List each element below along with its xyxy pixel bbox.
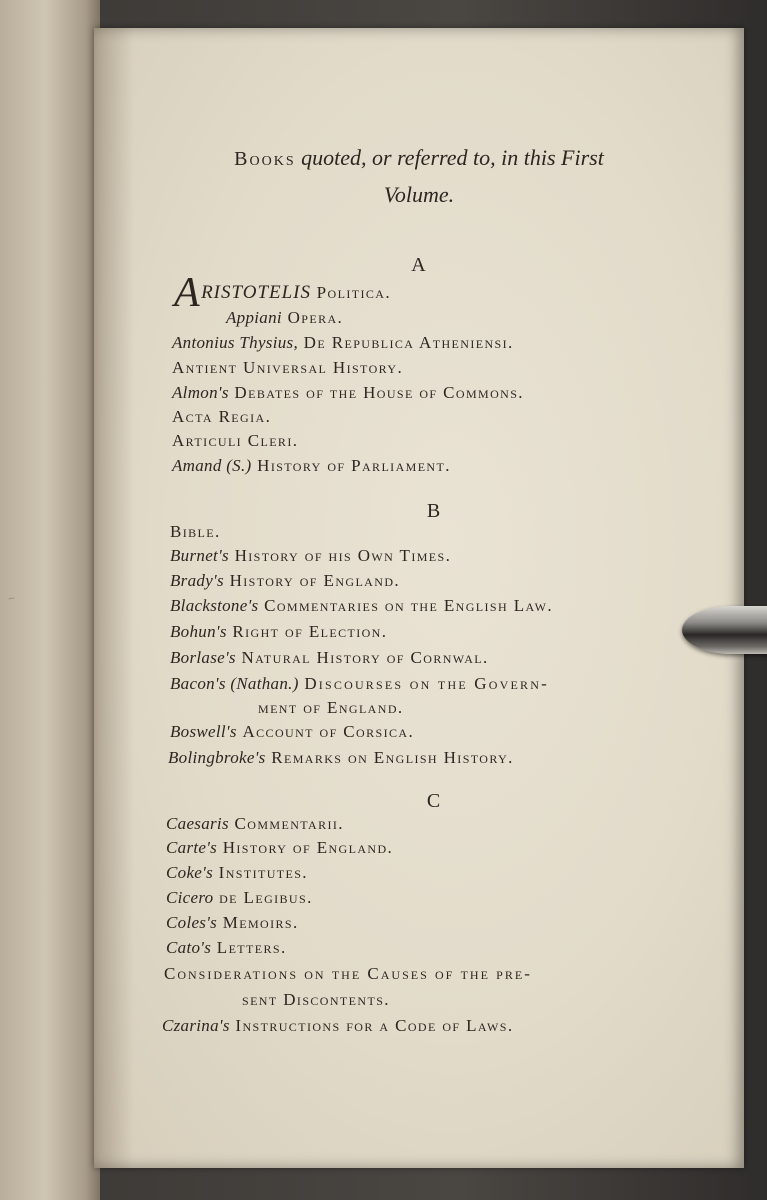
section-letter-a: A xyxy=(411,254,427,276)
list-item xyxy=(170,674,549,694)
entry-title: Opera. xyxy=(287,308,344,327)
entry-author: Bacon's (Nathan.) xyxy=(170,674,299,693)
entry-title: History of Parliament. xyxy=(257,456,451,475)
entry-author: Brady's xyxy=(170,571,224,590)
entry-title: Debates of the House of Commons. xyxy=(234,383,524,402)
list-item xyxy=(166,913,299,933)
entry-author: Blackstone's xyxy=(170,596,259,615)
list-item xyxy=(170,722,414,742)
list-item xyxy=(170,546,451,566)
entry-title: Antient Universal History. xyxy=(172,358,404,377)
section-letter-c: C xyxy=(426,790,442,812)
entry-title: Commentaries on the English Law. xyxy=(264,596,553,615)
entry-title: ment of England. xyxy=(258,698,404,717)
list-item xyxy=(164,964,532,984)
entry-title: Acta Regia. xyxy=(172,407,272,426)
entry-title: Institutes. xyxy=(218,863,308,882)
book-page xyxy=(94,28,744,1168)
entry-author: Czarina's xyxy=(162,1016,230,1035)
entry-author: Coles's xyxy=(166,913,218,932)
entry-title: Natural History of Cornwal. xyxy=(241,648,489,667)
entry-author: Cato's xyxy=(166,938,212,957)
list-item xyxy=(166,814,344,834)
entry-title: History of his Own Times. xyxy=(234,546,452,565)
entry-author: Boswell's xyxy=(170,722,237,741)
list-item xyxy=(172,333,514,353)
list-item xyxy=(170,622,387,642)
list-item xyxy=(166,938,287,958)
list-item xyxy=(242,990,390,1010)
list-item xyxy=(170,596,553,616)
entry-title: Bible. xyxy=(170,522,221,541)
entry-author: Bohun's xyxy=(170,622,227,641)
entry-author: Coke's xyxy=(166,863,213,882)
entry-author: Caesaris xyxy=(166,814,229,833)
facing-page-edge: – xyxy=(0,0,100,1200)
entry-author: Almon's xyxy=(172,383,229,402)
list-item xyxy=(166,838,393,858)
page-title xyxy=(94,140,744,213)
entry-title: Instructions for a Code of Laws. xyxy=(235,1016,514,1035)
list-item xyxy=(172,456,451,476)
list-item xyxy=(168,748,514,768)
drop-cap: A xyxy=(174,270,202,316)
entry-title: History of England. xyxy=(229,571,401,590)
entry-author: Burnet's xyxy=(170,546,229,565)
list-item xyxy=(170,522,221,542)
list-item xyxy=(172,358,403,378)
list-item xyxy=(170,571,400,591)
title-line-1: quoted, or referred to, in this First xyxy=(301,145,604,170)
list-item xyxy=(172,431,298,451)
entry-author: Antonius Thysius, xyxy=(172,333,299,352)
entry-title: Memoirs. xyxy=(222,913,299,932)
list-item xyxy=(162,1016,513,1036)
list-item xyxy=(172,383,524,403)
list-item xyxy=(226,308,343,328)
entry-author: Carte's xyxy=(166,838,218,857)
section-letter-b: B xyxy=(426,500,442,522)
entry-author: Bolingbroke's xyxy=(168,748,266,767)
list-item xyxy=(166,863,308,883)
entry-title: Articuli Cleri. xyxy=(172,431,299,450)
list-item xyxy=(258,698,404,718)
entry-title: Commentarii. xyxy=(234,814,344,833)
entry-author: RISTOTELIS xyxy=(201,282,312,303)
entry-title: sent Discontents. xyxy=(242,990,390,1009)
page-content xyxy=(94,28,744,1168)
entry-author: Appiani xyxy=(226,308,282,327)
entry-title: Remarks on English History. xyxy=(271,748,514,767)
entry-title: Discourses on the Govern- xyxy=(304,674,549,693)
list-item xyxy=(170,648,489,668)
entry-author: Borlase's xyxy=(170,648,236,667)
entry-author: Amand (S.) xyxy=(172,456,252,475)
entry-author: Cicero xyxy=(166,888,214,907)
entry-title: Right of Election. xyxy=(232,622,388,641)
list-item xyxy=(172,407,271,427)
list-item xyxy=(166,888,313,908)
entry-title: Considerations on the Causes of the pre- xyxy=(164,964,532,983)
entry-title: De Republica Atheniensi. xyxy=(303,333,514,352)
entry-title: Letters. xyxy=(216,938,287,957)
entry-title: Account of Corsica. xyxy=(242,722,415,741)
title-line-2: Volume. xyxy=(383,182,455,207)
entry-title: History of England. xyxy=(222,838,394,857)
title-books: Books xyxy=(234,148,296,170)
entry-title: Politica. xyxy=(316,283,391,302)
entry-title: de Legibus. xyxy=(219,888,313,907)
